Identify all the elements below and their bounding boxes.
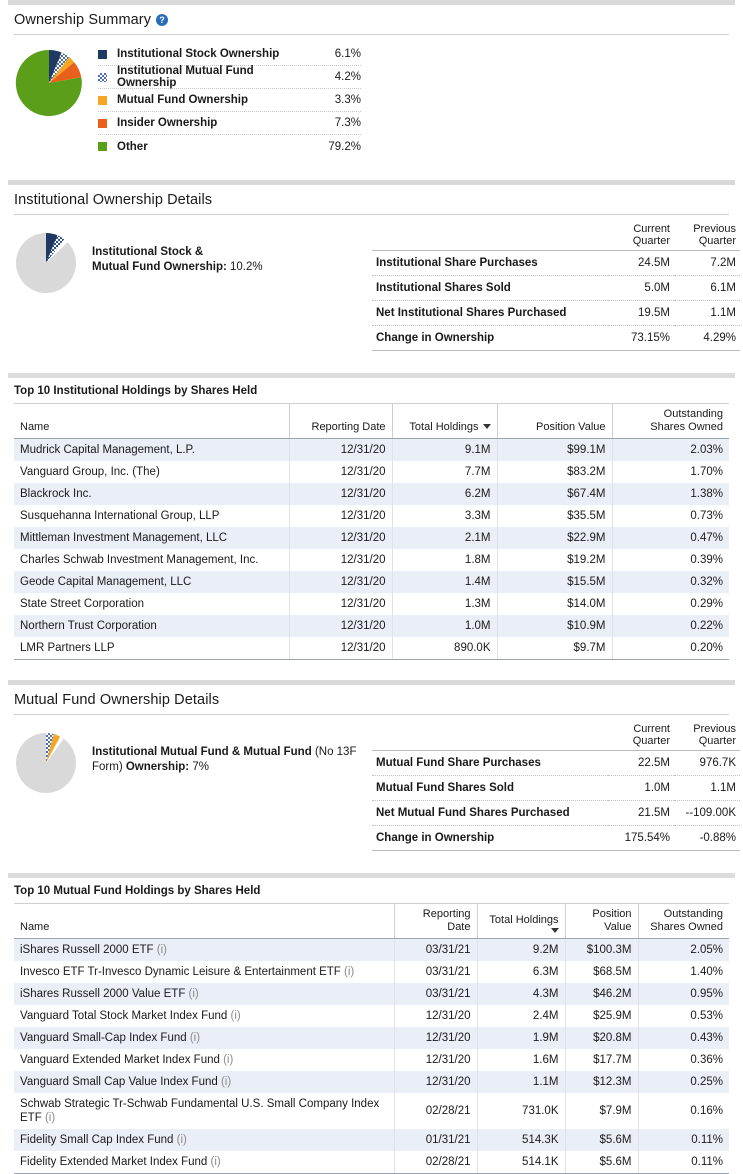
holding-value: $15.5M [497, 571, 612, 593]
fund-name: Invesco ETF Tr-Invesco Dynamic Leisure & Entertainment ETF [20, 966, 341, 978]
position-line1: Position [592, 908, 632, 920]
fund-name-cell [14, 1151, 394, 1174]
holding-total: 1.4M [392, 571, 497, 593]
institutional-detail-block [0, 215, 743, 361]
summary-pie-wrap [0, 41, 98, 121]
legend-value: 4.2% [334, 71, 361, 83]
legend-swatch-yellow-icon [98, 96, 107, 105]
stats-previous: 4.29% [674, 326, 740, 351]
fund-name-cell [14, 1129, 394, 1151]
holding-name: Susquehanna International Group, LLP [20, 510, 220, 522]
holding-name: Vanguard Group, Inc. (The) [20, 466, 160, 478]
info-icon[interactable]: (i) [188, 988, 199, 1000]
table-row [14, 505, 729, 527]
stats-current: 22.5M [608, 751, 674, 776]
fund-date: 02/28/21 [394, 1151, 477, 1174]
holding-name: Mittleman Investment Management, LLC [20, 532, 228, 544]
fund-name-cell [14, 1093, 394, 1129]
institutional-section-title: Institutional Ownership Details [14, 192, 213, 208]
spacer [0, 861, 743, 873]
info-icon[interactable]: (i) [220, 1076, 232, 1088]
mutualfund-caption-bold2: Ownership: [122, 761, 190, 773]
stats-label: Mutual Fund Share Purchases [372, 751, 608, 776]
mutualfund-holdings-title: Top 10 Mutual Fund Holdings by Shares Held [14, 885, 261, 897]
table-row [14, 527, 729, 549]
outstanding-line1: Outstanding [663, 408, 723, 420]
col-header-name[interactable]: Name [14, 404, 289, 439]
col-header-position-value[interactable]: Position Value [497, 404, 612, 439]
reporting-line1: Reporting [422, 908, 471, 920]
spacer [0, 660, 743, 680]
page-title-text: Ownership Summary [14, 12, 152, 28]
stats-label: Change in Ownership [372, 326, 608, 351]
holding-name: Northern Trust Corporation [20, 620, 157, 632]
table-row [14, 615, 729, 637]
legend-item [98, 43, 361, 66]
holding-name: Blackrock Inc. [20, 488, 92, 500]
table-row [14, 461, 729, 483]
mutualfund-detail-block [0, 715, 743, 861]
fund-total: 731.0K [477, 1093, 565, 1129]
table-row [14, 1151, 729, 1174]
legend-item [98, 112, 361, 135]
outstanding-line2: Shares Owned [650, 920, 723, 933]
fund-pct: 0.36% [638, 1049, 729, 1071]
stats-row [372, 301, 740, 326]
stats-current: 21.5M [608, 801, 674, 826]
stats-previous-quarter-header [674, 723, 740, 751]
table-row [14, 439, 729, 462]
col-header-name[interactable]: Name [14, 904, 394, 939]
holding-value: $35.5M [497, 505, 612, 527]
stats-previous: 6.1M [674, 276, 740, 301]
holding-pct: 0.20% [612, 637, 729, 660]
reporting-line2: Date [447, 920, 471, 933]
legend-label: Insider Ownership [117, 117, 218, 129]
fund-name: Fidelity Extended Market Index Fund [20, 1156, 208, 1168]
stats-row [372, 751, 740, 776]
stats-label: Institutional Share Purchases [372, 251, 608, 276]
holding-total: 2.1M [392, 527, 497, 549]
outstanding-line1: Outstanding [663, 908, 723, 920]
legend-label: Other [117, 140, 148, 153]
holding-pct: 0.22% [612, 615, 729, 637]
legend-swatch-navy-icon [98, 50, 107, 59]
stats-previous: 1.1M [674, 776, 740, 801]
fund-value: $5.6M [565, 1129, 638, 1151]
fund-name: Vanguard Small-Cap Index Fund [20, 1032, 187, 1044]
table-row [14, 1071, 729, 1093]
fund-value: $20.8M [565, 1027, 638, 1049]
stats-row [372, 826, 740, 851]
stats-current: 24.5M [608, 251, 674, 276]
stats-current: 5.0M [608, 276, 674, 301]
info-icon[interactable]: (i) [176, 1134, 187, 1146]
fund-pct: 1.40% [638, 961, 729, 983]
legend-value: 7.3% [334, 117, 361, 129]
holding-date: 12/31/20 [289, 527, 392, 549]
help-circle-icon[interactable]: ? [156, 14, 168, 26]
info-icon[interactable]: (i) [230, 1010, 241, 1022]
holding-pct: 0.73% [612, 505, 729, 527]
fund-name-cell [14, 1005, 394, 1027]
holding-date: 12/31/20 [289, 593, 392, 615]
table-row [14, 1129, 729, 1151]
table-header-row [14, 404, 729, 439]
col-header-outstanding-shares[interactable] [612, 404, 729, 439]
current-line2: Quarter [632, 235, 670, 247]
stats-row [372, 326, 740, 351]
fund-value: $7.9M [565, 1093, 638, 1129]
fund-pct: 0.95% [638, 983, 729, 1005]
col-header-total-holdings-label: Total Holdings [409, 420, 479, 433]
holding-pct: 1.38% [612, 483, 729, 505]
holding-date: 12/31/20 [289, 461, 392, 483]
info-icon[interactable]: (i) [344, 966, 355, 978]
stats-empty-header [372, 723, 608, 751]
institutional-caption-line2: Mutual Fund Ownership: [92, 261, 227, 273]
fund-value: $68.5M [565, 961, 638, 983]
fund-date: 03/31/21 [394, 939, 477, 962]
fund-pct: 0.43% [638, 1027, 729, 1049]
fund-name-cell [14, 939, 394, 962]
fund-date: 12/31/20 [394, 1071, 477, 1093]
mutualfund-ownership-pie-chart [12, 729, 80, 797]
fund-pct: 0.16% [638, 1093, 729, 1129]
holding-total: 9.1M [392, 439, 497, 462]
stats-previous: --109.00K [674, 801, 740, 826]
stats-row [372, 801, 740, 826]
holding-total: 3.3M [392, 505, 497, 527]
current-line2: Quarter [632, 735, 670, 747]
institutional-holdings-title: Top 10 Institutional Holdings by Shares Held [14, 385, 258, 397]
legend-value: 6.1% [334, 48, 361, 60]
stats-previous: 976.7K [674, 751, 740, 776]
institutional-pie-wrap [0, 223, 92, 297]
holding-value: $83.2M [497, 461, 612, 483]
legend-swatch-checkered-icon [98, 73, 107, 82]
stats-label: Mutual Fund Shares Sold [372, 776, 608, 801]
stats-previous: 1.1M [674, 301, 740, 326]
holding-pct: 0.47% [612, 527, 729, 549]
stats-previous: -0.88% [674, 826, 740, 851]
holding-name: Charles Schwab Investment Management, Inc. [20, 554, 259, 566]
previous-line1: Previous [693, 223, 736, 235]
table-row [14, 549, 729, 571]
legend-swatch-green-icon [98, 142, 107, 151]
fund-total: 4.3M [477, 983, 565, 1005]
holding-date: 12/31/20 [289, 549, 392, 571]
fund-total: 6.3M [477, 961, 565, 983]
page-title [0, 5, 743, 34]
holding-total: 7.7M [392, 461, 497, 483]
stats-previous: 7.2M [674, 251, 740, 276]
fund-name: Vanguard Extended Market Index Fund [20, 1054, 220, 1066]
stats-row [372, 251, 740, 276]
stats-current: 19.5M [608, 301, 674, 326]
table-row [14, 1027, 729, 1049]
stats-current: 73.15% [608, 326, 674, 351]
col-header-total-holdings[interactable] [477, 904, 565, 939]
holding-name: Mudrick Capital Management, L.P. [20, 444, 195, 456]
stats-label: Institutional Shares Sold [372, 276, 608, 301]
institutional-caption-line1: Institutional Stock & [92, 246, 204, 258]
institutional-caption-value: 10.2% [230, 261, 263, 273]
fund-date: 12/31/20 [394, 1027, 477, 1049]
legend-label: Institutional Mutual Fund Ownership [117, 65, 254, 89]
holding-total: 890.0K [392, 637, 497, 660]
info-icon[interactable]: (i) [210, 1156, 221, 1168]
holding-date: 12/31/20 [289, 505, 392, 527]
stats-label: Net Mutual Fund Shares Purchased [372, 801, 608, 826]
fund-value: $17.7M [565, 1049, 638, 1071]
holding-total: 1.0M [392, 615, 497, 637]
table-row [14, 571, 729, 593]
col-header-reporting-date[interactable]: Reporting Date [289, 404, 392, 439]
sort-descending-icon[interactable] [551, 928, 559, 933]
stats-label: Net Institutional Shares Purchased [372, 301, 608, 326]
fund-total: 9.2M [477, 939, 565, 962]
holding-total: 1.3M [392, 593, 497, 615]
col-header-total-holdings[interactable] [392, 404, 497, 439]
table-row [14, 961, 729, 983]
stats-current-quarter-header [608, 723, 674, 751]
table-row [14, 983, 729, 1005]
fund-value: $5.6M [565, 1151, 638, 1174]
institutional-caption [92, 223, 372, 275]
table-row [14, 593, 729, 615]
holding-date: 12/31/20 [289, 637, 392, 660]
table-row [14, 483, 729, 505]
institutional-ownership-pie-chart [12, 229, 80, 297]
fund-pct: 0.11% [638, 1151, 729, 1174]
holding-pct: 0.29% [612, 593, 729, 615]
table-row [14, 1093, 729, 1129]
previous-line1: Previous [693, 723, 736, 735]
stats-current: 1.0M [608, 776, 674, 801]
legend-item [98, 89, 361, 112]
fund-name-cell [14, 1071, 394, 1093]
fund-date: 02/28/21 [394, 1093, 477, 1129]
mutualfund-section-title: Mutual Fund Ownership Details [14, 692, 220, 708]
legend-label: Institutional Stock Ownership [117, 48, 280, 60]
previous-line2: Quarter [698, 735, 736, 747]
info-icon[interactable]: (i) [44, 1112, 56, 1124]
fund-total: 514.3K [477, 1129, 565, 1151]
holding-name: LMR Partners LLP [14, 637, 289, 660]
ownership-summary-block [0, 35, 743, 168]
holding-pct: 0.32% [612, 571, 729, 593]
fund-date: 01/31/21 [394, 1129, 477, 1151]
fund-name-cell [14, 983, 394, 1005]
mutualfund-caption-muted: (No 13F Form) [92, 746, 357, 773]
holding-pct: 2.03% [612, 439, 729, 462]
table-header-row [14, 904, 729, 939]
fund-name-cell [14, 1049, 394, 1071]
info-icon[interactable]: (i) [156, 944, 168, 956]
table-row [14, 637, 729, 660]
mutualfund-caption-value: 7% [192, 761, 209, 773]
fund-name: Vanguard Small Cap Value Index Fund [20, 1076, 218, 1088]
legend-value: 3.3% [334, 94, 361, 106]
col-header-total-holdings-label: Total Holdings [489, 913, 559, 926]
holding-pct: 0.39% [612, 549, 729, 571]
holding-pct: 1.70% [612, 461, 729, 483]
fund-name: Vanguard Total Stock Market Index Fund [20, 1010, 228, 1022]
fund-name-cell [14, 961, 394, 983]
stats-empty-header [372, 223, 608, 251]
col-header-reporting-date[interactable] [394, 904, 477, 939]
fund-date: 03/31/21 [394, 983, 477, 1005]
stats-row [372, 776, 740, 801]
fund-name: Fidelity Small Cap Index Fund [20, 1134, 174, 1146]
holding-value: $9.7M [497, 637, 612, 660]
fund-total: 1.1M [477, 1071, 565, 1093]
fund-name: iShares Russell 2000 Value ETF [20, 988, 186, 1000]
holding-total: 6.2M [392, 483, 497, 505]
fund-value: $46.2M [565, 983, 638, 1005]
mutualfund-holdings-table [14, 903, 729, 1174]
position-line2: Value [604, 920, 632, 933]
ownership-legend [98, 41, 743, 158]
holding-name: Geode Capital Management, LLC [20, 576, 192, 588]
holding-value: $19.2M [497, 549, 612, 571]
fund-total: 514.1K [477, 1151, 565, 1174]
info-icon[interactable]: (i) [189, 1032, 201, 1044]
stats-previous-quarter-header [674, 223, 740, 251]
previous-line2: Quarter [698, 235, 736, 247]
stats-row [372, 276, 740, 301]
holding-date: 12/31/20 [289, 439, 392, 462]
holding-name: State Street Corporation [20, 598, 145, 610]
mutualfund-caption-bold1: Institutional Mutual Fund & Mutual Fund [92, 746, 315, 758]
holding-value: $14.0M [497, 593, 612, 615]
spacer [0, 361, 743, 373]
current-line1: Current [633, 723, 670, 735]
fund-date: 12/31/20 [394, 1049, 477, 1071]
fund-value: $100.3M [565, 939, 638, 962]
fund-value: $25.9M [565, 1005, 638, 1027]
stats-current: 175.54% [608, 826, 674, 851]
legend-item [98, 66, 361, 89]
fund-total: 2.4M [477, 1005, 565, 1027]
ownership-summary-pie-chart [11, 45, 87, 121]
mutualfund-caption [92, 723, 372, 775]
fund-name-cell [14, 1027, 394, 1049]
info-icon[interactable]: (i) [223, 1054, 234, 1066]
holding-date: 12/31/20 [289, 571, 392, 593]
fund-date: 12/31/20 [394, 1005, 477, 1027]
mutualfund-stats-table [372, 723, 740, 851]
holding-date: 12/31/20 [289, 615, 392, 637]
holding-value: $67.4M [497, 483, 612, 505]
col-header-outstanding-shares[interactable] [638, 904, 729, 939]
holding-value: $10.9M [497, 615, 612, 637]
stats-current-quarter-header [608, 223, 674, 251]
fund-total: 1.6M [477, 1049, 565, 1071]
table-row [14, 1049, 729, 1071]
outstanding-line2: Shares Owned [650, 420, 723, 433]
fund-pct: 0.25% [638, 1071, 729, 1093]
institutional-stats-table [372, 223, 740, 351]
spacer [0, 168, 743, 180]
holding-value: $22.9M [497, 527, 612, 549]
fund-name: Schwab Strategic Tr-Schwab Fundamental U.S. Small Company Index ETF [20, 1098, 380, 1124]
col-header-position-value[interactable] [565, 904, 638, 939]
fund-total: 1.9M [477, 1027, 565, 1049]
current-line1: Current [633, 223, 670, 235]
legend-label: Mutual Fund Ownership [117, 94, 248, 106]
holding-value: $99.1M [497, 439, 612, 462]
stats-label: Change in Ownership [372, 826, 608, 851]
legend-swatch-orange-icon [98, 119, 107, 128]
holding-date: 12/31/20 [289, 483, 392, 505]
fund-pct: 0.53% [638, 1005, 729, 1027]
fund-pct: 0.11% [638, 1129, 729, 1151]
legend-value: 79.2% [328, 140, 361, 153]
institutional-holdings-table [14, 403, 729, 660]
fund-value: $12.3M [565, 1071, 638, 1093]
sort-descending-icon[interactable] [483, 424, 491, 429]
table-row [14, 1005, 729, 1027]
legend-item [98, 135, 361, 158]
table-row [14, 939, 729, 962]
fund-date: 03/31/21 [394, 961, 477, 983]
holding-total: 1.8M [392, 549, 497, 571]
fund-pct: 2.05% [638, 939, 729, 962]
mutualfund-pie-wrap [0, 723, 92, 797]
fund-name: iShares Russell 2000 ETF [20, 944, 154, 956]
